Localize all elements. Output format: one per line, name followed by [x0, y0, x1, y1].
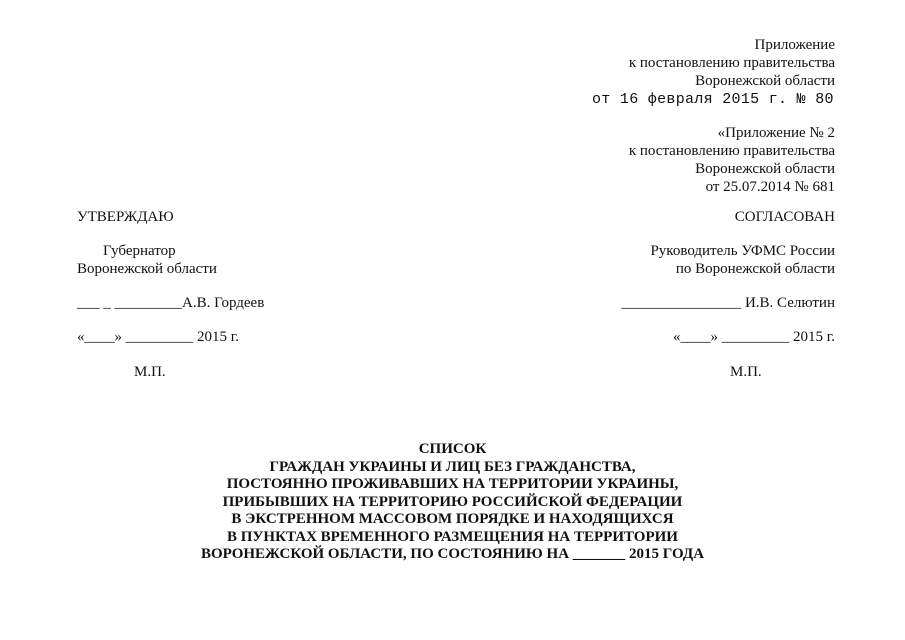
appendix-date-number: от 16 февраля 2015 г. № 80: [592, 91, 834, 108]
appendix-region: Воронежской области: [695, 73, 835, 89]
title-line-2: ГРАЖДАН УКРАИНЫ И ЛИЦ БЕЗ ГРАЖДАНСТВА,: [269, 458, 636, 475]
agreed-heading: СОГЛАСОВАН: [734, 209, 835, 225]
ufms-signature-line: ________________ И.В. Селютин: [621, 295, 835, 311]
appendix2-date-number: от 25.07.2014 № 681: [705, 179, 835, 195]
title-line-7: ВОРОНЕЖСКОЙ ОБЛАСТИ, ПО СОСТОЯНИЮ НА _______ 2015 ГОДА: [200, 546, 705, 562]
ufms-head-position: Руководитель УФМС России: [650, 243, 835, 259]
appendix2-region: Воронежской области: [695, 161, 835, 177]
agreement-stamp-place: М.П.: [730, 364, 762, 380]
approval-stamp-place: М.П.: [134, 364, 166, 380]
approval-date-line: «____» _________ 2015 г.: [77, 329, 239, 345]
title-line-3: ПОСТОЯННО ПРОЖИВАВШИХ НА ТЕРРИТОРИИ УКРАИНЫ,: [226, 476, 679, 492]
document-title: [0, 441, 905, 564]
governor-signature-line: ___ _ _________А.В. Гордеев: [77, 295, 265, 311]
agreement-date-line: «____» _________ 2015 г.: [673, 329, 835, 345]
approve-heading: УТВЕРЖДАЮ: [77, 209, 174, 225]
ufms-head-region: по Воронежской области: [675, 261, 835, 277]
title-line-1: СПИСОК: [418, 441, 487, 457]
appendix-title: Приложение: [754, 37, 835, 53]
governor-position: Губернатор: [103, 243, 176, 259]
appendix2-to-resolution: к постановлению правительства: [628, 143, 835, 159]
title-line-6: В ПУНКТАХ ВРЕМЕННОГО РАЗМЕЩЕНИЯ НА ТЕРРИТОРИИ: [227, 528, 678, 545]
title-line-4: ПРИБЫВШИХ НА ТЕРРИТОРИЮ РОССИЙСКОЙ ФЕДЕРАЦИИ: [222, 493, 683, 510]
appendix2-title: «Приложение № 2: [717, 125, 835, 141]
title-line-5: В ЭКСТРЕННОМ МАССОВОМ ПОРЯДКЕ И НАХОДЯЩИХСЯ: [231, 511, 674, 527]
governor-region: Воронежской области: [77, 261, 217, 277]
appendix-to-resolution: к постановлению правительства: [628, 55, 835, 71]
